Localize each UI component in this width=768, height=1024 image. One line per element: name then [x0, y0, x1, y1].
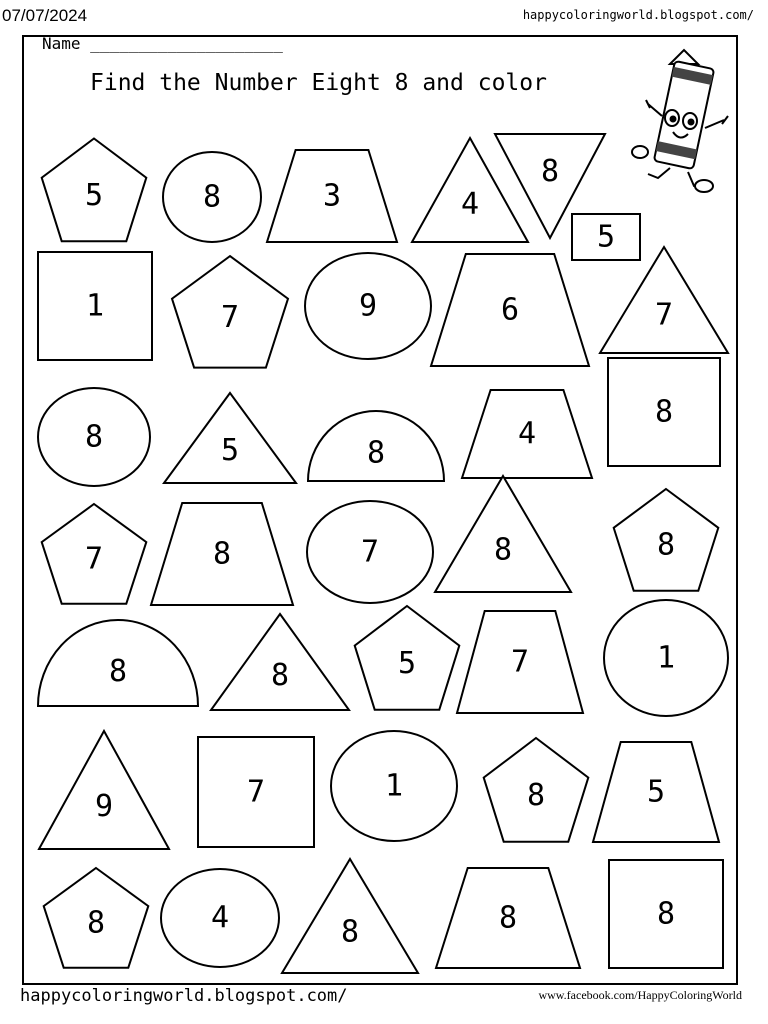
- shape-trapezoid[interactable]: [436, 868, 580, 968]
- shape-number: 1: [656, 640, 676, 676]
- shape-number: 4: [517, 416, 537, 452]
- shape-trapezoid[interactable]: [593, 742, 719, 842]
- shape-circle[interactable]: [163, 152, 261, 242]
- shape-number: 7: [654, 297, 674, 333]
- name-field-label: Name ____________________: [42, 34, 283, 53]
- facebook-url[interactable]: www.facebook.com/HappyColoringWorld: [538, 988, 742, 1002]
- shape-number: 8: [493, 532, 513, 568]
- shape-square[interactable]: [609, 860, 723, 968]
- shape-number: 8: [656, 896, 676, 932]
- shape-number: 8: [340, 914, 360, 950]
- shape-trapezoid[interactable]: [267, 150, 397, 242]
- shape-number: 5: [220, 433, 240, 469]
- shape-number: 8: [84, 419, 104, 455]
- shape-number: 8: [540, 153, 560, 189]
- shape-number: 7: [84, 541, 104, 577]
- shape-number: 8: [654, 394, 674, 430]
- site-url-top[interactable]: happycoloringworld.blogspot.com/: [522, 8, 754, 22]
- shape-number: 8: [270, 657, 290, 693]
- crayon-mascot-icon: [632, 50, 728, 192]
- shape-number: 8: [498, 900, 518, 936]
- shape-square[interactable]: [608, 358, 720, 466]
- shape-number: 8: [656, 527, 676, 563]
- shape-circle[interactable]: [38, 388, 150, 486]
- shape-triangle[interactable]: [435, 476, 571, 592]
- shape-number: 5: [84, 177, 104, 213]
- shape-trapezoid[interactable]: [457, 611, 583, 713]
- shape-trapezoid[interactable]: [462, 390, 592, 478]
- shape-number: 7: [246, 774, 266, 810]
- shape-number: 8: [202, 179, 222, 215]
- shape-circle[interactable]: [331, 731, 457, 841]
- shape-triangle[interactable]: [164, 393, 296, 483]
- date-label: 07/07/2024: [2, 6, 88, 25]
- shape-number: 8: [526, 777, 546, 813]
- shape-trapezoid[interactable]: [431, 254, 589, 366]
- shape-number: 8: [366, 435, 386, 471]
- shape-circle[interactable]: [161, 869, 279, 967]
- shape-semicircle[interactable]: [38, 620, 198, 706]
- shape-square[interactable]: [198, 737, 314, 847]
- shape-triangle[interactable]: [282, 859, 418, 973]
- shape-number: 4: [460, 187, 480, 223]
- shape-pentagon[interactable]: [355, 606, 460, 710]
- shape-triangle[interactable]: [39, 731, 169, 849]
- shape-number: 7: [510, 644, 530, 680]
- shape-number: 5: [596, 219, 616, 255]
- shape-semicircle[interactable]: [308, 411, 444, 481]
- shape-pentagon[interactable]: [484, 738, 589, 842]
- shape-number: 5: [397, 645, 417, 681]
- shape-pentagon[interactable]: [42, 139, 147, 242]
- shape-number: 7: [360, 534, 380, 570]
- shape-number: 8: [212, 536, 232, 572]
- shape-number: 1: [85, 288, 105, 324]
- shape-rectangle[interactable]: [572, 214, 640, 260]
- shape-number: 8: [108, 654, 128, 690]
- site-url-bottom[interactable]: happycoloringworld.blogspot.com/: [20, 986, 348, 1006]
- shape-number: 9: [94, 789, 114, 825]
- shape-number: 5: [646, 774, 666, 810]
- shape-number: 8: [86, 905, 106, 941]
- shape-pentagon[interactable]: [614, 489, 719, 591]
- shape-number: 7: [220, 300, 240, 336]
- shape-pentagon[interactable]: [172, 256, 288, 368]
- shape-circle[interactable]: [604, 600, 728, 716]
- shape-square[interactable]: [38, 252, 152, 360]
- shape-number: 3: [322, 178, 342, 214]
- shape-circle[interactable]: [305, 253, 431, 359]
- shape-trapezoid[interactable]: [151, 503, 293, 605]
- worksheet-title: Find the Number Eight 8 and color: [90, 70, 547, 96]
- shape-number: 6: [500, 292, 520, 328]
- shape-triangle[interactable]: [600, 247, 728, 353]
- shape-pentagon[interactable]: [42, 504, 147, 604]
- shape-number: 9: [358, 288, 378, 324]
- shape-number: 1: [384, 768, 404, 804]
- shape-pentagon[interactable]: [44, 868, 149, 968]
- shape-triangle[interactable]: [211, 614, 349, 710]
- shape-number: 4: [210, 900, 230, 936]
- shape-circle[interactable]: [307, 501, 433, 603]
